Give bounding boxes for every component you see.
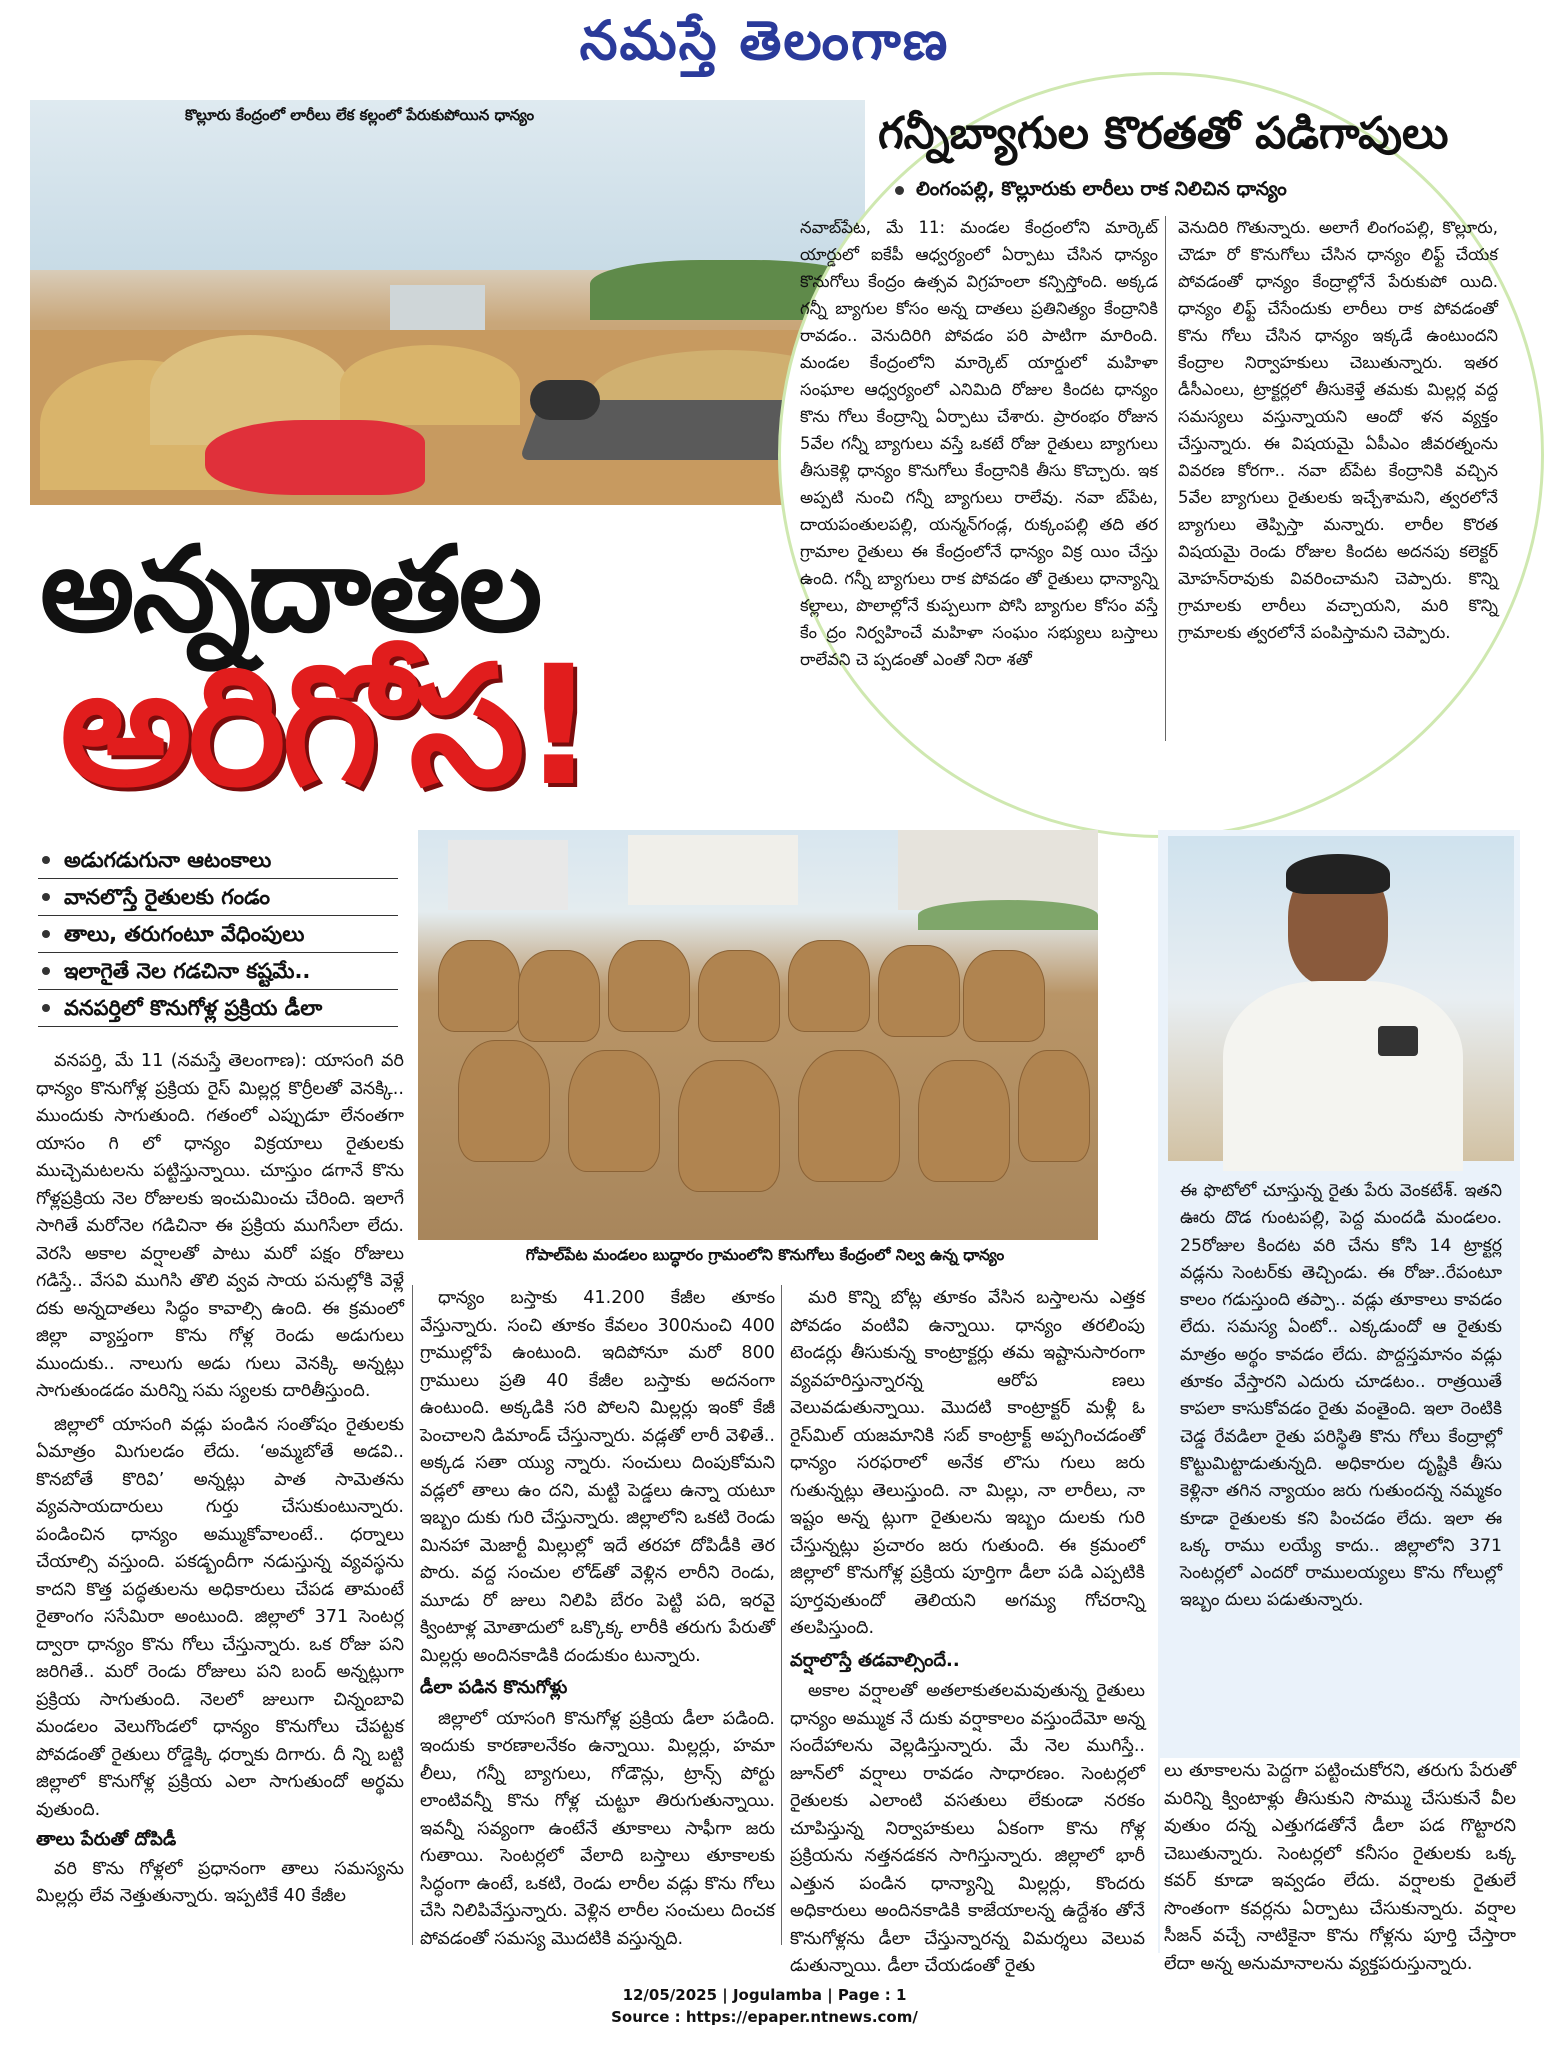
bullet-dot-icon bbox=[42, 1004, 50, 1012]
bullet-dot-icon bbox=[895, 186, 904, 195]
side-story-col1: నవాబ్‌పేట, మే 11: మండల కేంద్రంలోని మార్కెట్ యార్డులో ఐకేపీ ఆధ్వర్యంలో ఏర్పాటు చేసిన ధాన్యం కొనుగోలు కేంద్రం ఉత్సవ విగ్రహంలా కన్పిస్తోంది. అక్కడ గన్నీ బ్యాగుల కోసం అన్న దాతలు ప్రతినిత్యం కేంద్రానికి రావడం.. వెనుదిరిగి పోవడం పరి పాటిగా మారింది. మండల కేంద్రంలోని మార్కెట్ యార్డులో మహిళా సంఘాల ఆధ్వర్యంలో ఎనిమిది రోజుల కిందట ధాన్యం కొను గోలు కేంద్రాన్ని ఏర్పాటు చేశారు. ప్రారంభం రోజున 5వేల గన్నీ బ్యాగులు వస్తే ఒకటే రోజు రైతులు బ్యాగులు తీసుకెళ్లి ధాన్యం కొనుగోలు కేంద్రానికి తీసు కొచ్చారు. ఇక అప్పటి నుంచి గన్నీ బ్యాగులు రాలేవు. నవా బ్‌పేట, దాయపంతులపల్లి, యన్మన్‌గండ్ల, రుక్కంపల్లి తది తర గ్రామాల రైతులు ఈ కేంద్రంలోనే ధాన్యం విక్ర యిం చేస్తు ఉంది. గన్నీ బ్యాగులు రాక పోవడం తో రైతులు ధాన్యాన్ని కల్లాలు, పొలాల్లోనే కుప్పలుగా పోసి బ్యాగుల కోసం వస్తే కేం ద్రం నిర్వహించే మహిళా సంఘం సభ్యులు బస్తాలు రాలేవని చె ప్పడంతో ఎంతో నిరా శతో bbox=[800, 218, 1158, 669]
bullet-list bbox=[38, 842, 398, 1027]
article-col3-para2: అకాల వర్షాలతో అతలాకుతలమవుతున్న రైతులు ధాన్యం అమ్ముక నే దుకు వర్షాకాలం వస్తుందేమో అన్న సందేహాలను వెల్లడిస్తున్నారు. మే నెల ముగిస్తే.. జూన్‌లో వర్షాలు రావడం సాధారణం. సెంటర్లలో రైతులకు ఎలాంటి వసతులు లేకుండా నరకం చూపిస్తున్న నిర్వాహకులు ఏకంగా కొను గోళ్ల ప్రక్రియను నత్తనడకన సాగిస్తున్నారు. జిల్లాలో భారీ ఎత్తున పండిన ధాన్యాన్ని మిల్లర్లు, కొందరు అధికారులు అందినకాడికి కాజేయాలన్న ఉద్దేశం తోనే కొనుగోళ్లను డీలా చేస్తున్నారన్న విమర్శలు వెలువ డుతున్నాయి. డీలా చేయడంతో రైతు bbox=[790, 1681, 1145, 1976]
main-title-line2: అరిగోస! bbox=[60, 630, 593, 822]
photo2-caption: గోపాల్‌పేట మండలం బుద్ధారం గ్రామంలోని కొనుగోలు కేంద్రంలో నిల్వ ఉన్న ధాన్యం bbox=[525, 1246, 1005, 1264]
bullet-dot-icon bbox=[42, 893, 50, 901]
bullet-text: అడుగడుగునా ఆటంకాలు bbox=[64, 848, 272, 872]
column-divider bbox=[412, 1285, 413, 1945]
article-col2-para1: ధాన్యం బస్తాకు 41.200 కేజీల తూకం వేస్తున్నారు. సంచి తూకం కేవలం 300నుంచి 400 గ్రాముల్లోపే ఉంటుంది. ఇదిపోనూ మరో 800 గ్రాములు ప్రతి 40 కేజీల బస్తాకు అదనంగా ఉంటుంది. అక్కడికి సరి పోలని మిల్లర్లు ఇంకో కేజీ పెంచాలని డిమాండ్ చేస్తున్నారు. వడ్లతో లారీ వెళితే.. అక్కడ సతా య్యు న్నారు. సంచులు దింపుకోమని వడ్లలో తాలు ఉం దని, మట్టి పెడ్డలు ఉన్నా యటూ ఇబ్బం దుకు గురి చేస్తున్నారు. జిల్లాలోని ఒకటి రెండు మినహా మెజార్టీ మిల్లుల్లో ఇదే తరహా దోపిడీకి తెర పొరు. వద్ద సంచుల లోడ్‌తో వెళ్లిన లారీని రెండు, మూడు రో జులు నిలిపి బేరం పెట్టి పది, ఇరవై క్వింటాళ్ల మోతాదులో ఒక్కొక్క లారీకి తరుగు పేరుతో మిల్లర్లు అందినకాడికి దండుకుం టున్నారు. bbox=[420, 1288, 775, 1666]
photo1-caption: కొల్లూరు కేంద్రంలో లారీలు లేక కల్లంలో పేరుకుపోయిన ధాన్యం bbox=[185, 106, 535, 124]
bullet-item bbox=[38, 990, 398, 1027]
farmer-photo bbox=[1168, 836, 1514, 1161]
bullet-text: ఇలాగైతే నెల గడచినా కష్టమే.. bbox=[64, 959, 311, 983]
side-story-headline: గన్నీబ్యాగుల కొరతతో పడిగాపులు bbox=[878, 108, 1449, 159]
side-story-subhead bbox=[895, 178, 1495, 205]
article-col4: లు తూకాలను పెద్దగా పట్టించుకోరని, తరుగు పేరుతో మరిన్ని క్వింటాళ్లు తీసుకుని సొమ్ము చేసుకునే వీల వుతుం దన్న ఎత్తుగడతోనే డీలా పడ గొట్టారని చెబుతున్నారు. సెంటర్లలో కనీసం రైతులకు ఒక్క కవర్ కూడా ఇవ్వడం లేదు. వర్షాలకు రైతులే సొంతంగా కవర్లను ఏర్పాటు చేసుకున్నారు. వర్షాల సీజన్ వచ్చే నాటికైనా కొను గోళ్లను పూర్తి చేస్తారా లేదా అన్న అనుమానాలను వ్యక్తపరుస్తున్నారు. bbox=[1160, 1758, 1520, 1953]
section-heading-3: వర్షాలొస్తే తడవాల్సిందే.. bbox=[790, 1649, 960, 1671]
farmer-text: ఈ ఫొటోలో చూస్తున్న రైతు పేరు వెంకటేశ్. ఇతని ఊరు దొడ గుంటపల్లి, పెద్ద మందడి మండలం. 25రోజుల కిందట వరి చేను కోసి 14 ట్రాక్టర్ల వడ్లను సెంటర్‌కు తెచ్చిండు. ఈ రోజు..రేపంటూ కాలం గడుస్తుంది తప్పా.. వడ్లు తూకాలు కావడం లేదు. సమస్య ఏంటో.. ఎక్కడుందో ఆ రైతుకు మాత్రం అర్థం కావడం లేదు. పొద్దస్తమానం వడ్లు తూకం వేస్తారని ఎదురు చూడటం.. రాత్రయితే కాపలా కాసుకోవడం రైతు వంతైంది. ఇలా రెంటికి చెడ్డ రేవడిలా రైతు పరిస్థితి కొను గోలు కేంద్రాల్లో కొట్టుమిట్టాడుతున్నది. అధికారుల దృష్టికి తీసు కెళ్లినా తగిన న్యాయం జరు గుతుందన్న నమ్మకం కూడా రైతులకు కని పించడం లేదు. ఇలా ఈ ఒక్క రాము లయ్యే కాదు.. జిల్లాలోని 371 సెంటర్లలో ఎందరో రాములయ్యలు కొను గోలుల్లో ఇబ్బం దులు పడుతున్నారు. bbox=[1180, 1181, 1502, 1611]
bullet-dot-icon bbox=[42, 967, 50, 975]
bullet-item bbox=[38, 842, 398, 879]
article-col2-para2: జిల్లాలో యాసంగి కొనుగోళ్ల ప్రక్రియ డీలా పడింది. ఇందుకు కారణాలనేకం ఉన్నాయి. మిల్లర్లు, హమా లీలు, గన్నీ బ్యాగులు, గోడౌన్లు, ట్రాన్స్ పోర్టు లాంటివన్నీ కొను గోళ్ల చుట్టూ తిరుగుతున్నాయి. ఇవన్నీ సవ్యంగా ఉంటేనే తూకాలు సాఫీగా జరు గుతాయి. సెంటర్లలో వేలాది బస్తాలు తూకాలకు సిద్ధంగా ఉంటే, ఒకటి, రెండు లారీల వడ్లు కొను గోలు చేసి నిలిపివేస్తున్నారు. వెళ్లిన లారీల సంచులు దించక పోవడంతో సమస్య మొదటికి వస్తున్నది. bbox=[420, 1708, 775, 1949]
article-col1-para1: వనపర్తి, మే 11 (నమస్తే తెలంగాణ): యాసంగి వరి ధాన్యం కొనుగోళ్ల ప్రక్రియ రైస్ మిల్లర్ల కొర్రీలతో వెనక్కి.. ముందుకు సాగుతుంది. గతంలో ఎప్పుడూ లేనంతగా యాసం గి లో ధాన్యం విక్రయాలు రైతులకు ముచ్చెమటలను పట్టిస్తున్నాయి. చూస్తుం డగానే కొను గోళ్లప్రక్రియ నెల రోజులకు ఇంచుమించు చేరింది. ఇలాగే సాగితే మరోనెల గడిచినా ఈ ప్రక్రియ ముగిసేలా లేదు. వెరసి అకాల వర్షాలతో పాటు మరో పక్షం రోజులు గడిస్తే.. వేసవి ముగిసి తొలి వ్వవ సాయ పనుల్లోకి వెళ్లే దకు అన్నదాతలు సిద్ధం కావాల్సి ఉంది. ఈ క్రమంలో జిల్లా వ్యాప్తంగా కొను గోళ్ల రెండు అడుగులు ముందుకు.. నాలుగు అడు గులు వెనక్కి అన్నట్లు సాగుతుండడం మరిన్ని సమ స్యలకు దారితీస్తుంది. bbox=[36, 1051, 404, 1401]
bullet-item bbox=[38, 879, 398, 916]
side-story-col2: వెనుదిరి గొతున్నారు. అలాగే లింగంపల్లి, కొల్లూరు, చౌడూ రో కొనుగోలు చేసిన ధాన్యం లిఫ్ట్ చేయక పోవడంతో ధాన్యం కేంద్రాల్లోనే పేరుకుపో యిది. ధాన్యం లిఫ్ట్ చేసేందుకు లారీలు రాక పోవడంతో కొను గోలు చేసిన ధాన్యం ఇక్కడే ఉంటుందని కేంద్రాల నిర్వాహకులు చెబుతున్నారు. ఇతర డీసీఎంలు, ట్రాక్టర్లలో తీసుకెళ్తే తమకు మిల్లర్ల వద్ద సమస్యలు వస్తున్నాయని ఆందో ళన వ్యక్తం చేస్తున్నారు. ఈ విషయమై ఏపీఎం జీవరత్నంను వివరణ కోరగా.. నవా బ్‌పేట కేంద్రానికి వచ్చిన 5వేల బ్యాగులు రైతులకు ఇచ్చేశామని, త్వరలోనే బ్యాగులు తెప్పిస్తా మన్నారు. లారీల కొరత విషయమై రెండు రోజుల కిందట అదనపు కలెక్టర్ మోహన్‌రావుకు వివరించామని చెప్పారు. కొన్ని గ్రామాలకు లారీలు వచ్చాయని, మరి కొన్ని గ్రామాలకు త్వరలోనే పంపిస్తామని చెప్పారు. bbox=[1178, 218, 1498, 642]
bullet-text: వనపర్తిలో కొనుగోళ్ల ప్రక్రియ డీలా bbox=[64, 996, 323, 1020]
bullet-dot-icon bbox=[42, 856, 50, 864]
article-col3-para1: మరి కొన్ని బోట్ల తూకం వేసిన బస్తాలను ఎత్తక పోవడం వంటివి ఉన్నాయి. ధాన్యం తరలింపు టెండర్లు తీసుకున్న కాంట్రాక్టర్లు తమ ఇష్టానుసారంగా వ్యవహరిస్తున్నారన్న ఆరోప ణలు వెలువడుతున్నాయి. మొదటి కాంట్రాక్టర్ మళ్లీ ఓ రైస్‌మిల్ యజమానికి సబ్ కాంట్రాక్ట్ అప్పగించడంతో ధాన్యం సరఫరాలో అనేక లొసు గులు జరు గుతున్నట్లు తెలుస్తుంది. నా మిల్లు, నా లారీలు, నా ఇష్టం అన్న ట్లుగా రైతులను ఇబ్బం దులకు గురి చేస్తున్నట్లు ప్రచారం జరు గుతుంది. ఈ క్రమంలో జిల్లాలో కొనుగోళ్ల ప్రక్రియ పూర్తిగా డీలా పడి ఎప్పటికి పూర్తవుతుందో తెలియని అగమ్య గోచరాన్ని తలపిస్తుంది. bbox=[790, 1288, 1145, 1638]
article-col1 bbox=[36, 1048, 404, 1948]
column-divider bbox=[781, 1285, 782, 1945]
side-story-subhead-text: లింగంపల్లి, కొల్లూరుకు లారీలు రాక నిలిచిన ధాన్యం bbox=[916, 178, 1287, 200]
section-heading-2: డీలా పడిన కొనుగోళ్లు bbox=[420, 1677, 568, 1698]
masthead-title: నమస్తే తెలంగాణ bbox=[579, 8, 950, 72]
photo-grain-heaps bbox=[30, 100, 865, 505]
bullet-text: తాలు, తరుగంటూ వేధింపులు bbox=[64, 922, 305, 946]
column-divider bbox=[1165, 216, 1166, 741]
footer-date: 12/05/2025 | Jogulamba | Page : 1 bbox=[622, 1986, 907, 2004]
article-col2 bbox=[420, 1285, 775, 1950]
article-col1-para2: జిల్లాలో యాసంగి వడ్లు పండిన సంతోషం రైతులకు ఏమాత్రం మిగులడం లేదు. ‘అమ్మబోతే అడవి.. కొనబోతే కొరివి’ అన్నట్లు పాత సామెతను వ్యవసాయదారులు గుర్తు చేసుకుంటున్నారు. పండించిన ధాన్యం అమ్ముకోవాలంటే.. ధర్నాలు చేయాల్సి వస్తుంది. పకడ్బందీగా నడుస్తున్న వ్యవస్థను కాదని కొత్త పద్ధతులను అధికారులు చేపడ తామంటే రైతాంగం ససేమిరా అంటుంది. జిల్లాలో 371 సెంటర్ల ద్వారా ధాన్యం కొను గోలు చేస్తున్నారు. ఒక రోజు పని జరిగితే.. మరో రెండు రోజులు పని బంద్ అన్నట్లుగా ప్రక్రియ సాగుతుంది. నెలలో జులుగా చిన్నంబావి మండలం వెలుగొండలో ధాన్యం కొనుగోలు చేపట్టక పోవడంతో రైతులు రోడ్డెక్కి ధర్నాకు దిగారు. దీ న్ని బట్టి జిల్లాలో కొనుగోళ్ల ప్రక్రియ ఎలా సాగుతుందో అర్థమ వుతుంది. bbox=[36, 1414, 404, 1820]
bullet-dot-icon bbox=[42, 930, 50, 938]
article-col1-para3: వరి కొను గోళ్లలో ప్రధానంగా తాలు సమస్యను మిల్లర్లు లేవ నెత్తుతున్నారు. ఇప్పటికే 40 కేజీల bbox=[36, 1858, 404, 1906]
footer-source: Source : https://epaper.ntnews.com/ bbox=[611, 2008, 918, 2026]
main-title-line1: అన్నదాతల bbox=[40, 520, 541, 658]
photo-grain-sacks bbox=[418, 830, 1098, 1240]
section-heading-1: తాలు పేరుతో దోపిడీ bbox=[36, 1829, 177, 1850]
bullet-text: వానలొస్తే రైతులకు గండం bbox=[64, 885, 271, 909]
bullet-item bbox=[38, 916, 398, 953]
bullet-item bbox=[38, 953, 398, 990]
article-col3 bbox=[790, 1285, 1145, 1976]
